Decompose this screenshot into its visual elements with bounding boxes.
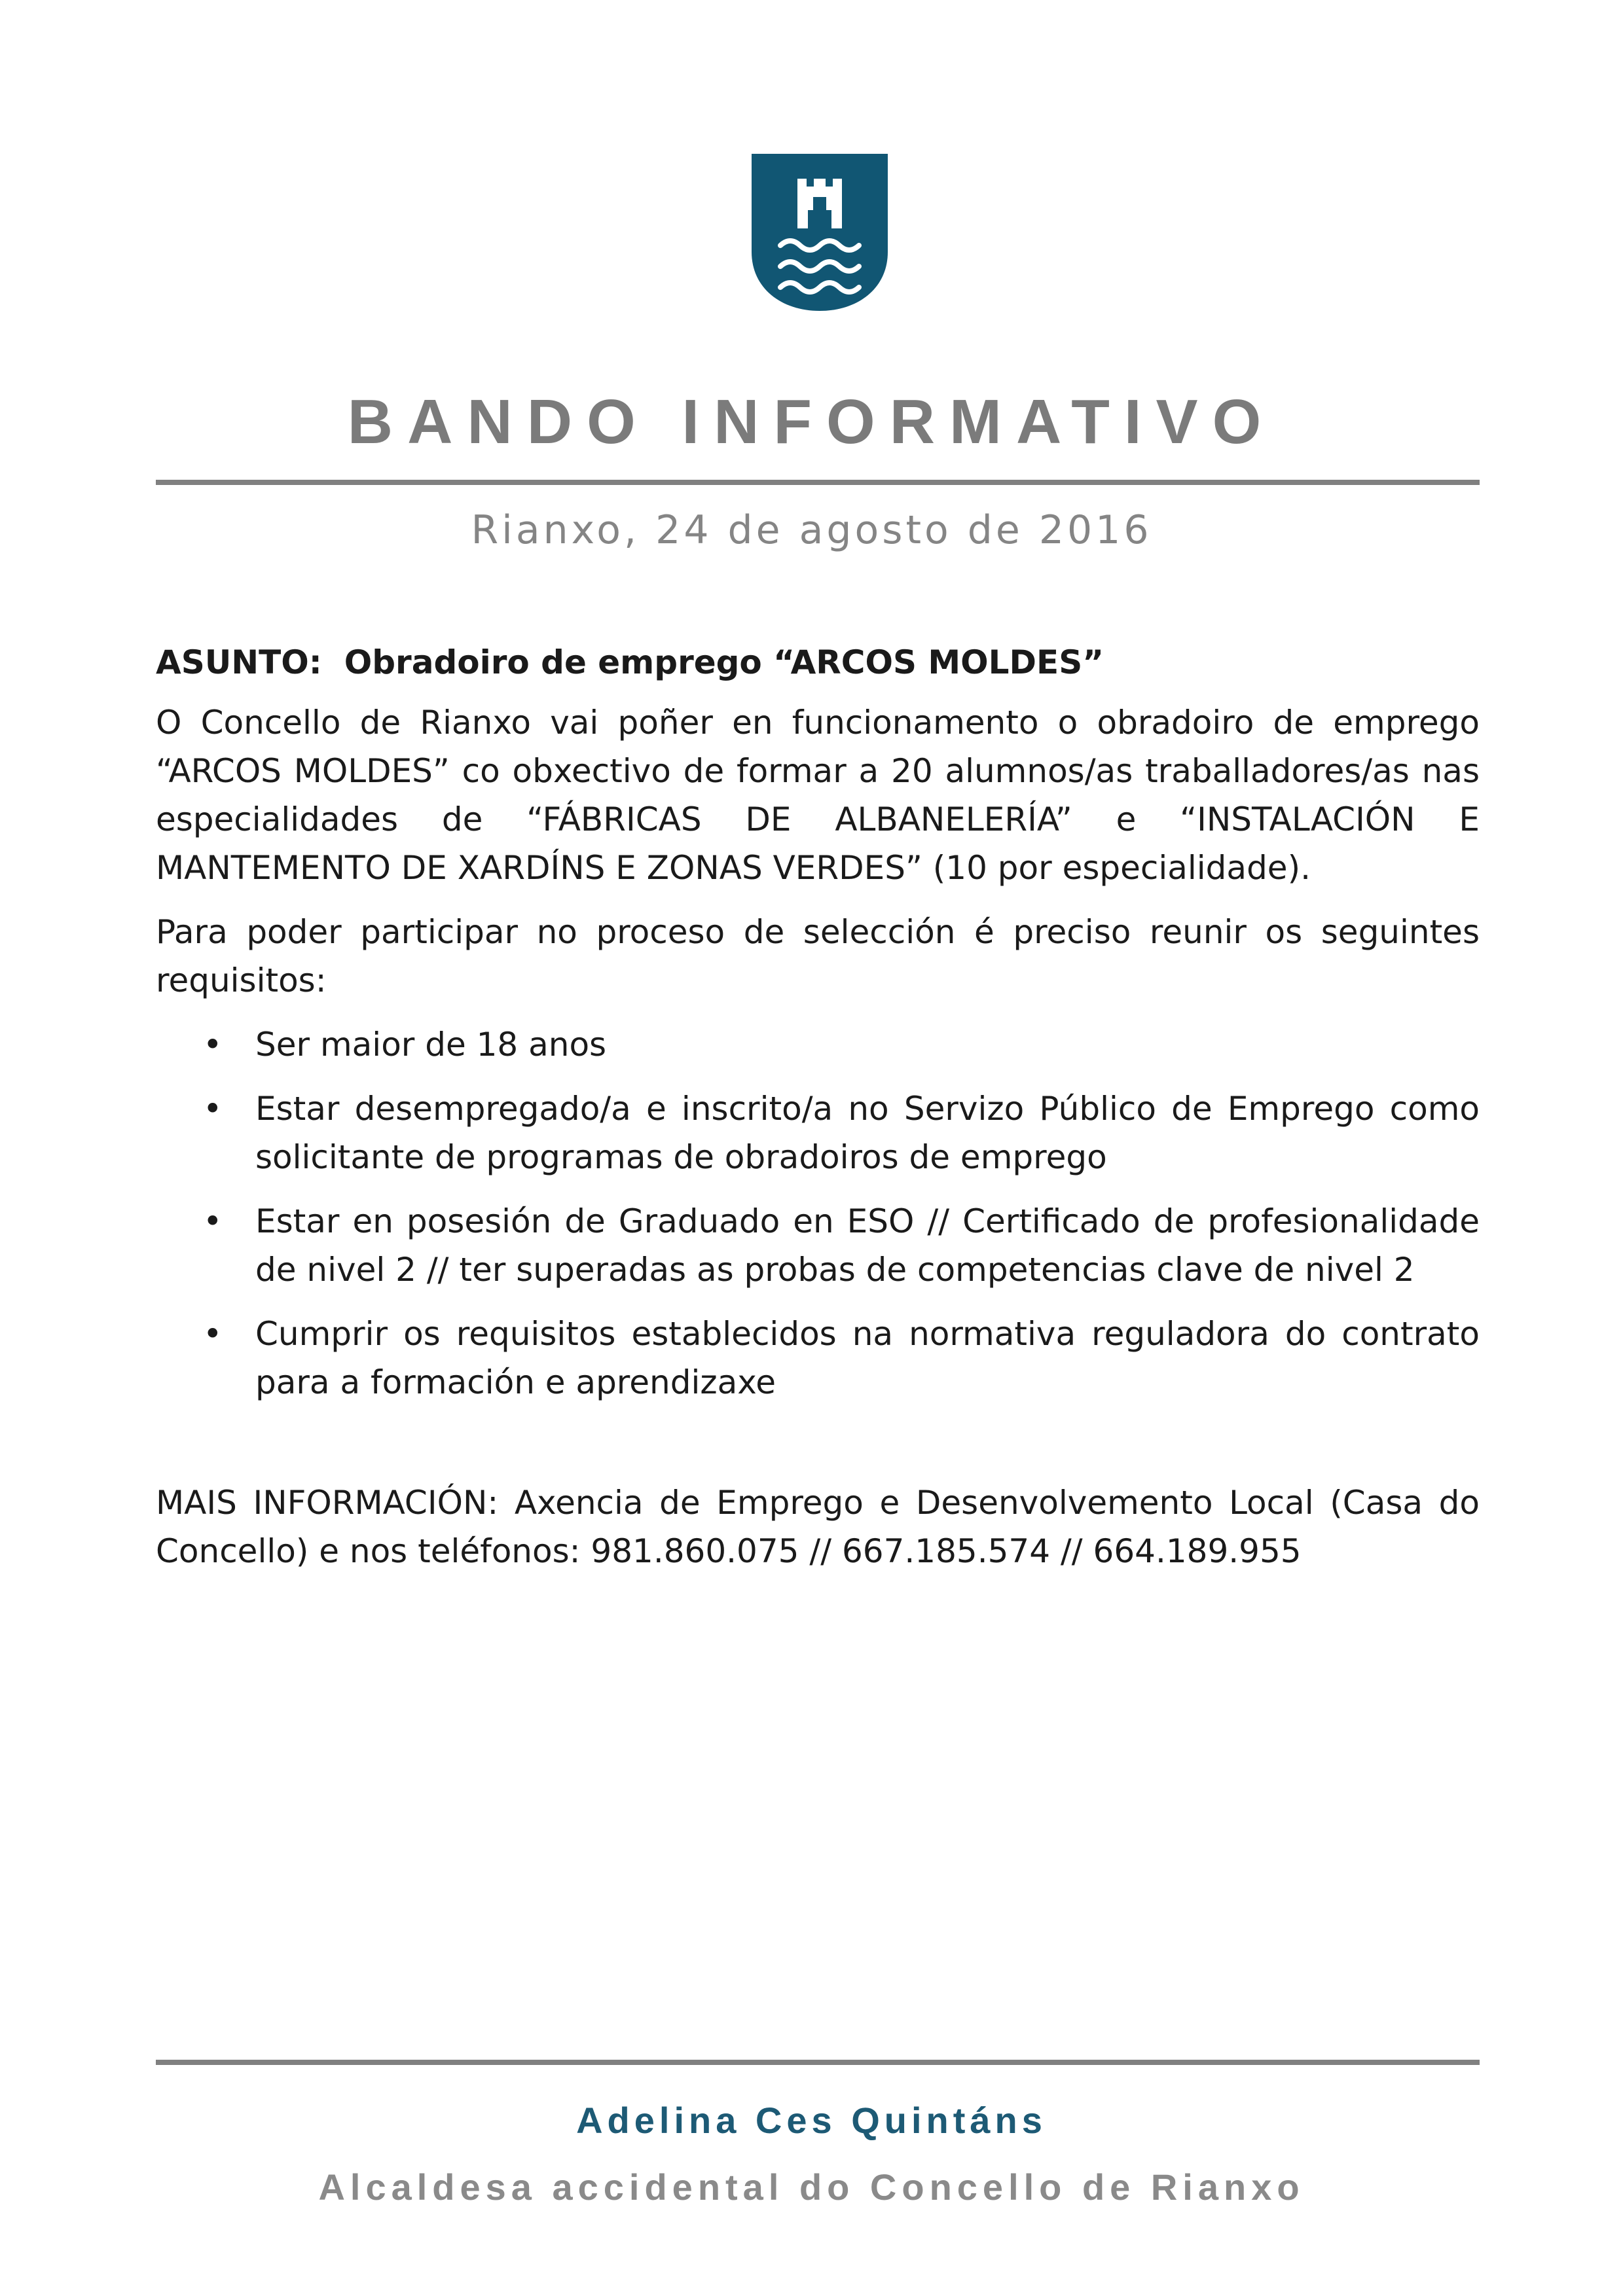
signer-name: Adelina Ces Quintáns — [576, 2100, 1047, 2141]
header-divider — [156, 480, 1480, 485]
more-information: MAIS INFORMACIÓN: Axencia de Emprego e Desenvolvemento Local (Casa do Concello) e nos teléfonos: 981.860.075 // 667.185.574 // 664.189.955 — [156, 1484, 1480, 1570]
subject-text: Obradoiro de emprego “ARCOS MOLDES” — [344, 643, 1104, 681]
bullet-icon: • — [203, 1090, 223, 1128]
intro-paragraph: O Concello de Rianxo vai poñer en funcionamento o obradoiro de emprego “ARCOS MOLDES” co obxectivo de formar a 20 alumnos/as traballadores/as nas especialidades de “FÁBRICAS DE ALBANELERÍA” e “INSTALACIÓN E MANTEMENTO DE XARDÍNS E ZONAS VERDES” (10 por especialidade). — [156, 704, 1480, 887]
list-item — [156, 1310, 1480, 1407]
list-item — [156, 1085, 1480, 1181]
footer-divider — [156, 2060, 1480, 2065]
requirement-text: Cumprir os requisitos establecidos na normativa reguladora do contrato para a formación e aprendizaxe — [255, 1315, 1480, 1401]
subject-label: ASUNTO: — [156, 643, 322, 681]
bullet-icon: • — [203, 1315, 223, 1353]
document-body — [156, 638, 1480, 1591]
requirement-text: Estar en posesión de Graduado en ESO // Certificado de profesionalidade de nivel 2 // ter superadas as probas de competencias clave de nivel 2 — [255, 1202, 1480, 1289]
requirement-text: Ser maior de 18 anos — [255, 1026, 607, 1064]
bullet-icon: • — [203, 1202, 223, 1240]
document-title: BANDO INFORMATIVO — [347, 387, 1276, 457]
bullet-icon: • — [203, 1026, 223, 1064]
requirement-text: Estar desempregado/a e inscrito/a no Servizo Público de Emprego como solicitante de programas de obradoiros de emprego — [255, 1090, 1480, 1176]
signer-position: Alcaldesa accidental do Concello de Rianxo — [318, 2166, 1305, 2208]
concello-rianxo-crest-logo — [750, 154, 889, 311]
document-date: Rianxo, 24 de agosto de 2016 — [471, 507, 1152, 553]
subject-line — [156, 638, 1480, 687]
list-item — [156, 1197, 1480, 1294]
requirements-list — [156, 1020, 1480, 1407]
requirements-intro: Para poder participar no proceso de selección é preciso reunir os seguintes requisitos: — [156, 913, 1480, 999]
list-item — [156, 1020, 1480, 1069]
